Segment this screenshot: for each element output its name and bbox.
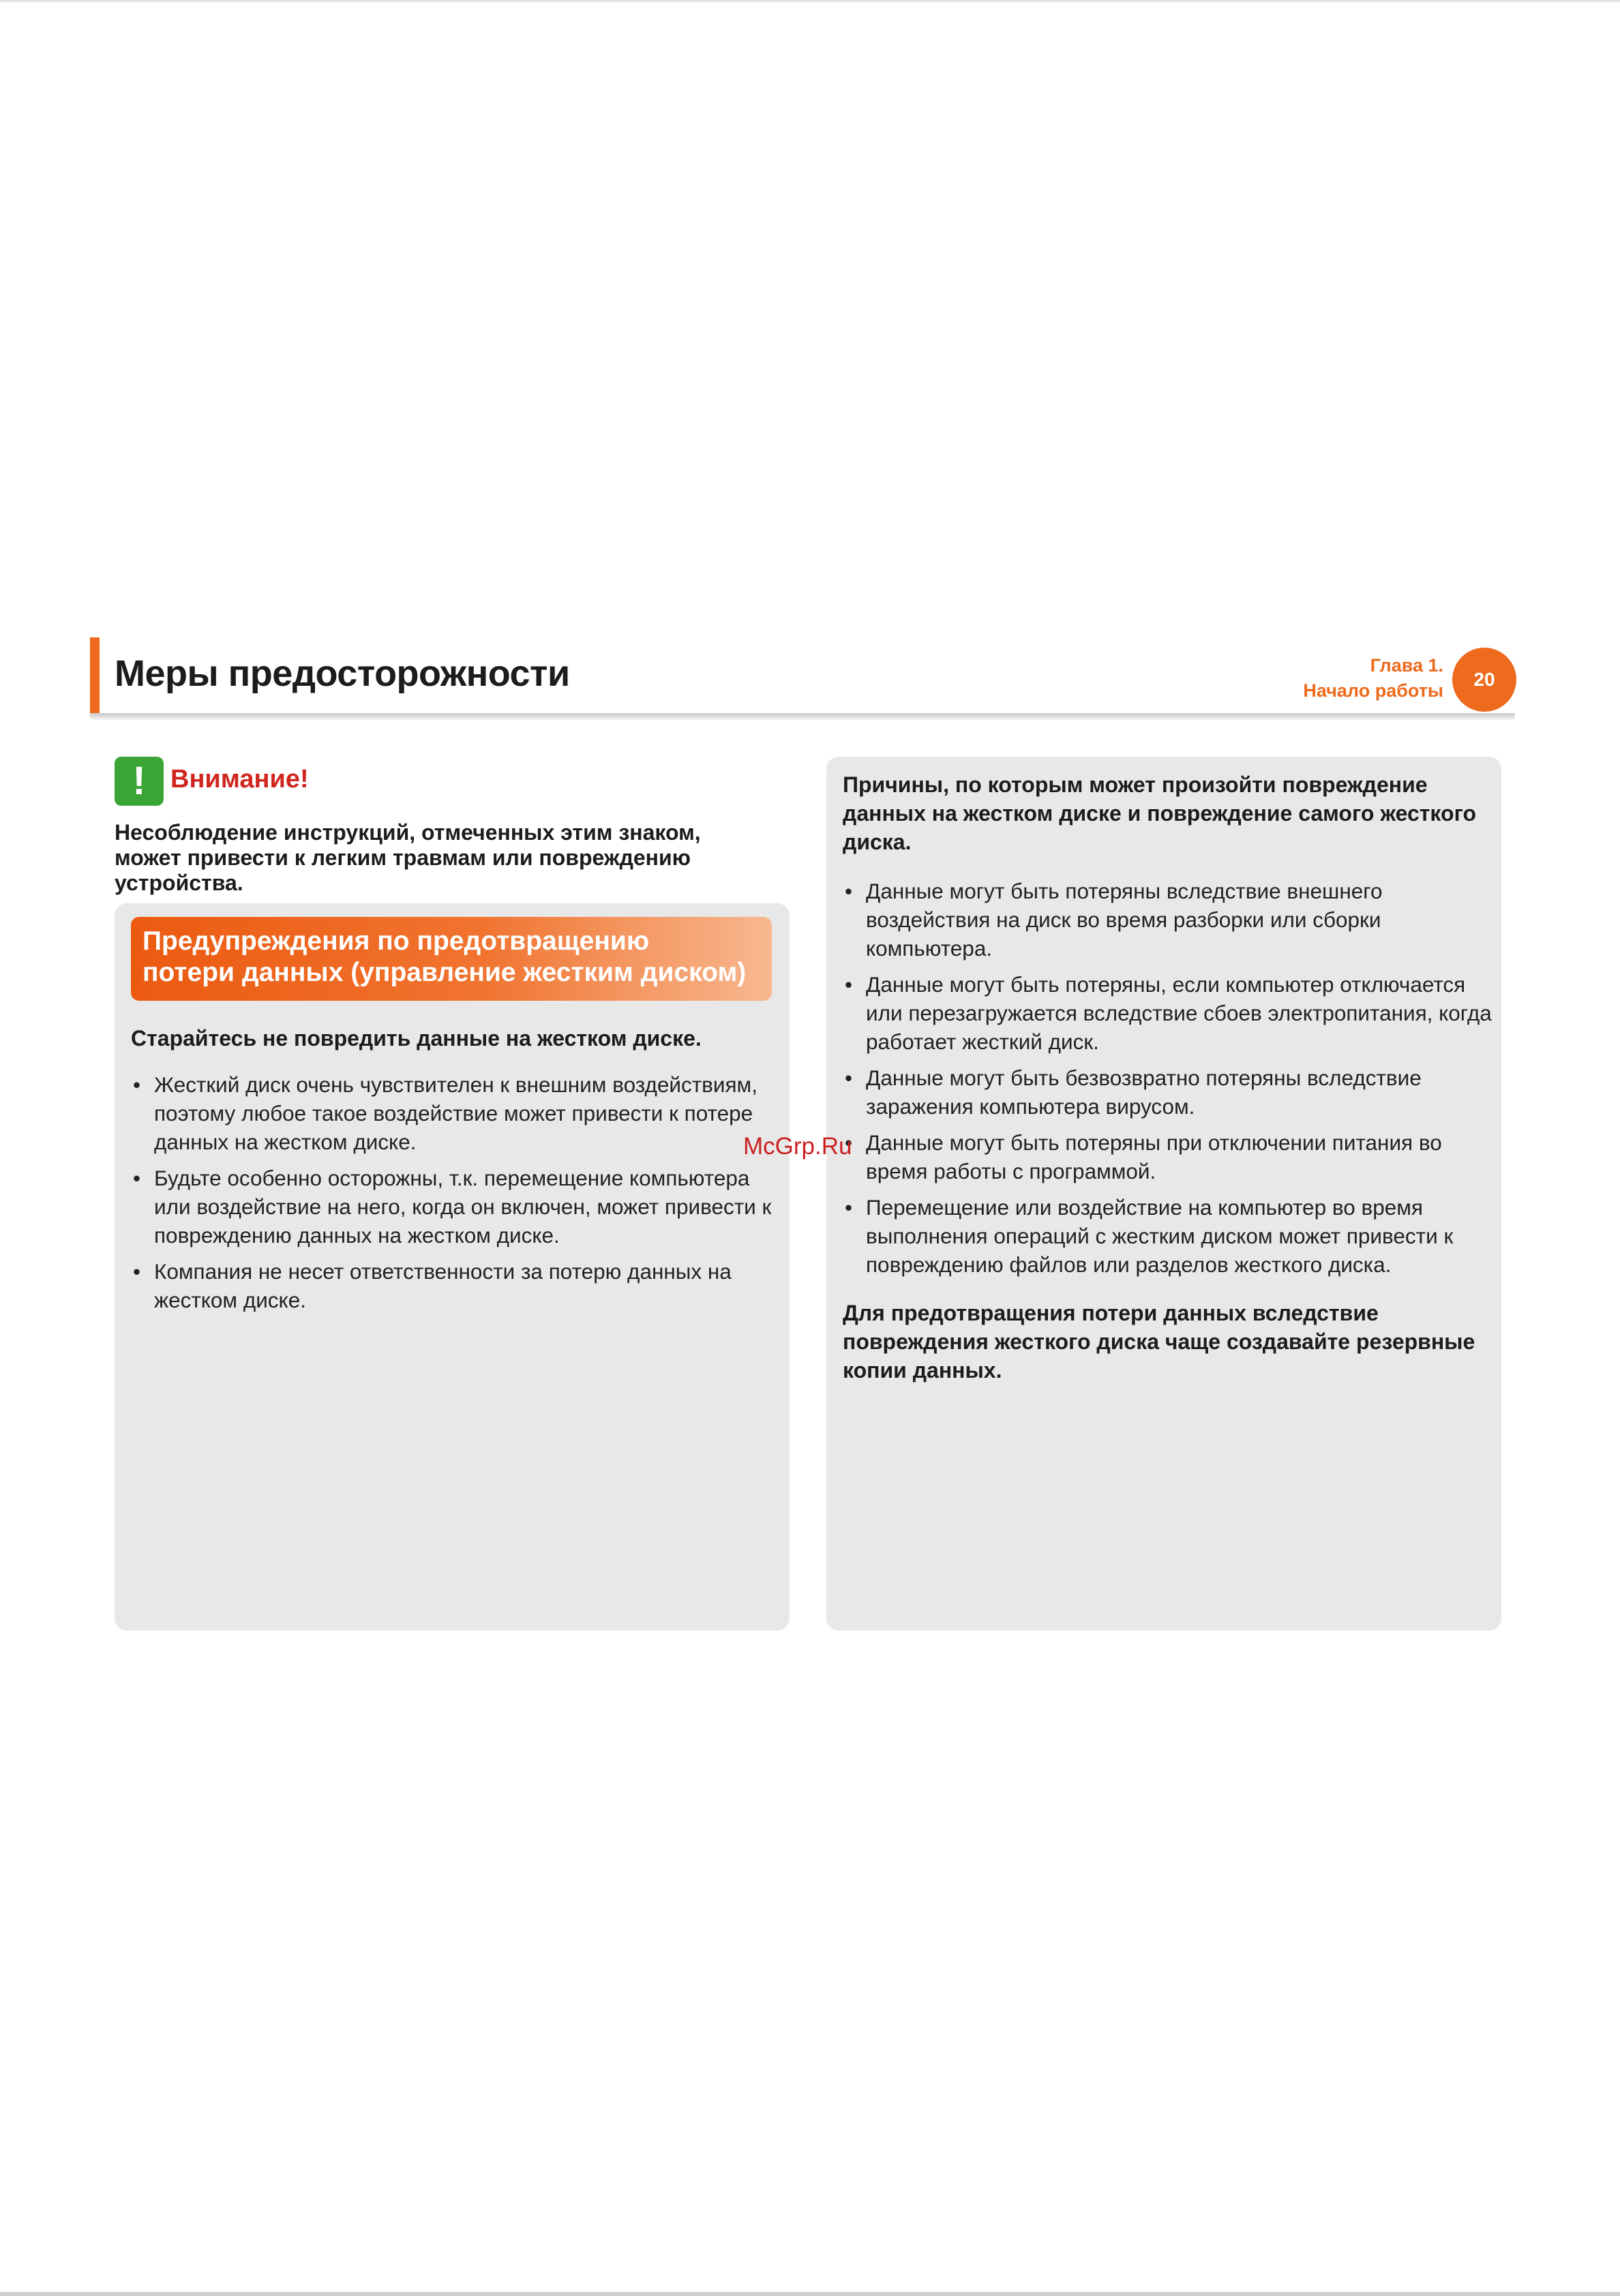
left-bullet-list	[131, 1070, 779, 1322]
chapter-title: Начало работы	[1303, 680, 1443, 701]
list-item: • Данные могут быть потеряны при отключении питания во время работы с программой.	[843, 1128, 1497, 1185]
list-item: • Данные могут быть потеряны, если компьютер отключается или перезагружается вследствие сбоев электропитания, когда работает жесткий диск.	[843, 970, 1497, 1056]
left-lead-text: Старайтесь не повредить данные на жестком диске.	[131, 1026, 702, 1051]
watermark: McGrp.Ru	[743, 1133, 852, 1160]
chapter-label	[1303, 653, 1443, 704]
warning-text: Несоблюдение инструкций, отмеченных этим знаком, может привести к легким травмам или повреждению устройства.	[115, 820, 701, 895]
list-item: • Перемещение или воздействие на компьютер во время выполнения операций с жестким диском может привести к повреждению файлов или разделов жесткого диска.	[843, 1193, 1497, 1279]
exclamation-glyph: !	[132, 759, 146, 803]
page-bottom-border	[0, 2292, 1620, 2296]
title-accent-bar	[90, 637, 100, 717]
header-divider	[90, 713, 1515, 720]
list-item: • Будьте особенно осторожны, т.к. перемещение компьютера или воздействие на него, когда он включен, может привести к повреждению данных на жестком диске.	[131, 1164, 779, 1250]
list-item: • Данные могут быть потеряны вследствие внешнего воздействия на диск во время разборки или сборки компьютера.	[843, 877, 1497, 963]
section-heading-line: Предупреждения по предотвращению	[142, 926, 650, 956]
right-lead-text: Причины, по которым может произойти повреждение данных на жестком диске и повреждение самого жесткого диска.	[843, 772, 1477, 854]
list-item: • Данные могут быть безвозвратно потеряны вследствие заражения компьютера вирусом.	[843, 1063, 1497, 1121]
section-heading-box	[131, 917, 772, 1001]
right-footer-text: Для предотвращения потери данных вследствие повреждения жесткого диска чаще создавайте резервные копии данных.	[843, 1301, 1475, 1383]
right-bullet-list	[843, 877, 1497, 1286]
chapter-number: Глава 1.	[1370, 655, 1443, 676]
page-number-badge: 20	[1452, 648, 1516, 712]
exclamation-icon	[115, 757, 164, 806]
section-heading	[142, 926, 770, 988]
list-item: • Компания не несет ответственности за потерю данных на жестком диске.	[131, 1257, 779, 1314]
page-title: Меры предосторожности	[115, 653, 570, 694]
list-item: • Жесткий диск очень чувствителен к внешним воздействиям, поэтому любое такое воздействие может привести к потере данных на жестком диске.	[131, 1070, 779, 1156]
page-top-border	[0, 0, 1620, 2]
warning-title: Внимание!	[170, 765, 309, 794]
section-heading-line: потери данных (управление жестким диском)	[142, 958, 747, 987]
